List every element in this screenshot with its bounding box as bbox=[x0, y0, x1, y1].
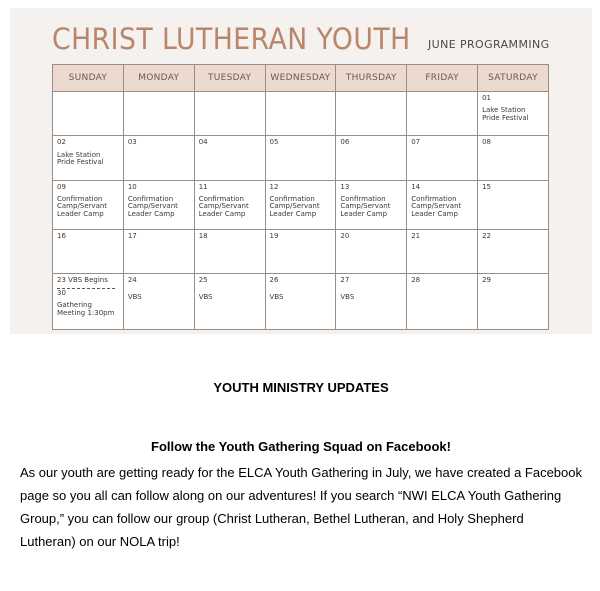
day-event: Confirmation Camp/Servant Leader Camp bbox=[57, 195, 108, 218]
day-number: 04 bbox=[198, 138, 208, 147]
calendar-title: CHRIST LUTHERAN YOUTH bbox=[52, 22, 411, 56]
day-event: VBS bbox=[127, 292, 142, 301]
calendar-grid bbox=[52, 64, 549, 330]
day-number: 05 bbox=[269, 138, 279, 147]
day-cell bbox=[123, 180, 194, 229]
day-cell bbox=[123, 274, 194, 330]
day-cell bbox=[194, 136, 265, 180]
day-cell bbox=[53, 136, 124, 180]
day-event: Gathering Meeting 1:30pm bbox=[57, 301, 115, 317]
day-cell bbox=[336, 136, 407, 180]
day-cell bbox=[53, 274, 124, 330]
weekday-friday: FRIDAY bbox=[407, 65, 478, 92]
day-number: 13 bbox=[340, 182, 350, 191]
day-event: Confirmation Camp/Servant Leader Camp bbox=[127, 195, 178, 218]
day-number: 11 bbox=[198, 182, 208, 191]
day-cell bbox=[478, 274, 549, 330]
day-number: 20 bbox=[340, 232, 350, 241]
day-cell bbox=[123, 136, 194, 180]
day-cell bbox=[265, 92, 336, 136]
day-cell bbox=[336, 230, 407, 274]
day-number: 17 bbox=[127, 232, 137, 241]
day-cell bbox=[478, 136, 549, 180]
weekday-thursday: THURSDAY bbox=[336, 65, 407, 92]
day-number: 06 bbox=[340, 138, 350, 147]
day-event: Lake Station Pride Festival bbox=[57, 150, 104, 167]
day-cell bbox=[478, 92, 549, 136]
day-cell bbox=[407, 230, 478, 274]
day-number: 10 bbox=[127, 182, 137, 191]
day-cell bbox=[53, 92, 124, 136]
day-cell bbox=[194, 274, 265, 330]
day-event: VBS bbox=[198, 292, 213, 301]
day-number: 22 bbox=[482, 232, 491, 241]
day-cell bbox=[194, 92, 265, 136]
day-event: VBS bbox=[269, 292, 284, 301]
weekday-wednesday: WEDNESDAY bbox=[265, 65, 336, 92]
day-cell bbox=[53, 230, 124, 274]
day-event: VBS Begins bbox=[68, 276, 108, 285]
weekday-sunday: SUNDAY bbox=[53, 65, 124, 92]
day-cell bbox=[336, 180, 407, 229]
day-number: 12 bbox=[269, 182, 279, 191]
day-number: 09 bbox=[57, 182, 66, 191]
day-number: 19 bbox=[269, 232, 279, 241]
day-number bbox=[57, 277, 119, 284]
day-cell bbox=[407, 136, 478, 180]
calendar-panel bbox=[10, 8, 592, 334]
weekday-saturday: SATURDAY bbox=[478, 65, 549, 92]
day-cell bbox=[336, 92, 407, 136]
day-number-23: 23 bbox=[57, 276, 66, 285]
day-number: 07 bbox=[411, 138, 421, 147]
calendar-subtitle: JUNE PROGRAMMING bbox=[428, 38, 550, 51]
week-row bbox=[53, 92, 549, 136]
day-cell bbox=[336, 274, 407, 330]
weekday-header-row bbox=[53, 65, 549, 92]
day-number: 01 bbox=[482, 94, 491, 102]
week-row bbox=[53, 136, 549, 180]
day-cell bbox=[478, 180, 549, 229]
day-number: 15 bbox=[482, 182, 491, 191]
day-cell bbox=[265, 230, 336, 274]
day-cell bbox=[194, 230, 265, 274]
week-row bbox=[53, 180, 549, 229]
day-number: 29 bbox=[482, 276, 491, 285]
day-number: 30 bbox=[57, 288, 66, 297]
week-row bbox=[53, 230, 549, 274]
day-event: Confirmation Camp/Servant Leader Camp bbox=[198, 195, 249, 218]
day-cell bbox=[265, 274, 336, 330]
day-number: 24 bbox=[127, 276, 137, 285]
updates-section bbox=[20, 380, 582, 553]
day-cell bbox=[407, 92, 478, 136]
weekday-monday: MONDAY bbox=[123, 65, 194, 92]
day-cell bbox=[123, 92, 194, 136]
day-number: 16 bbox=[57, 232, 66, 241]
updates-heading: YOUTH MINISTRY UPDATES bbox=[213, 380, 389, 395]
day-event: VBS bbox=[340, 292, 355, 301]
day-number: 28 bbox=[411, 276, 421, 285]
day-cell bbox=[478, 230, 549, 274]
day-cell bbox=[53, 180, 124, 229]
day-cell bbox=[265, 180, 336, 229]
day-number: 18 bbox=[198, 232, 208, 241]
day-cell bbox=[194, 180, 265, 229]
day-cell bbox=[265, 136, 336, 180]
week-row bbox=[53, 274, 549, 330]
day-event: Lake Station Pride Festival bbox=[482, 106, 529, 122]
weekday-tuesday: TUESDAY bbox=[194, 65, 265, 92]
day-number: 08 bbox=[482, 138, 491, 147]
day-number: 26 bbox=[269, 276, 279, 285]
day-number: 02 bbox=[57, 138, 66, 147]
day-number: 03 bbox=[127, 138, 137, 147]
updates-body: As our youth are getting ready for the ELCA Youth Gathering in July, we have created a Facebook page so you all can follow along on our adventures! If you search “NWI ELCA Youth Gathering Group,” you can follow our group (Christ Lutheran, Bethel Lutheran, and Holy Shepherd Lutheran) on our NOLA trip! bbox=[20, 465, 582, 549]
day-cell bbox=[407, 274, 478, 330]
day-number: 27 bbox=[340, 276, 350, 285]
day-cell bbox=[407, 180, 478, 229]
day-event: Confirmation Camp/Servant Leader Camp bbox=[411, 195, 462, 218]
day-number: 14 bbox=[411, 182, 421, 191]
day-cell bbox=[123, 230, 194, 274]
day-event: Confirmation Camp/Servant Leader Camp bbox=[269, 195, 320, 218]
updates-subheading: Follow the Youth Gathering Squad on Facebook! bbox=[151, 439, 451, 454]
day-number: 25 bbox=[198, 276, 208, 285]
day-number: 21 bbox=[411, 232, 421, 241]
day-event: Confirmation Camp/Servant Leader Camp bbox=[340, 195, 391, 218]
